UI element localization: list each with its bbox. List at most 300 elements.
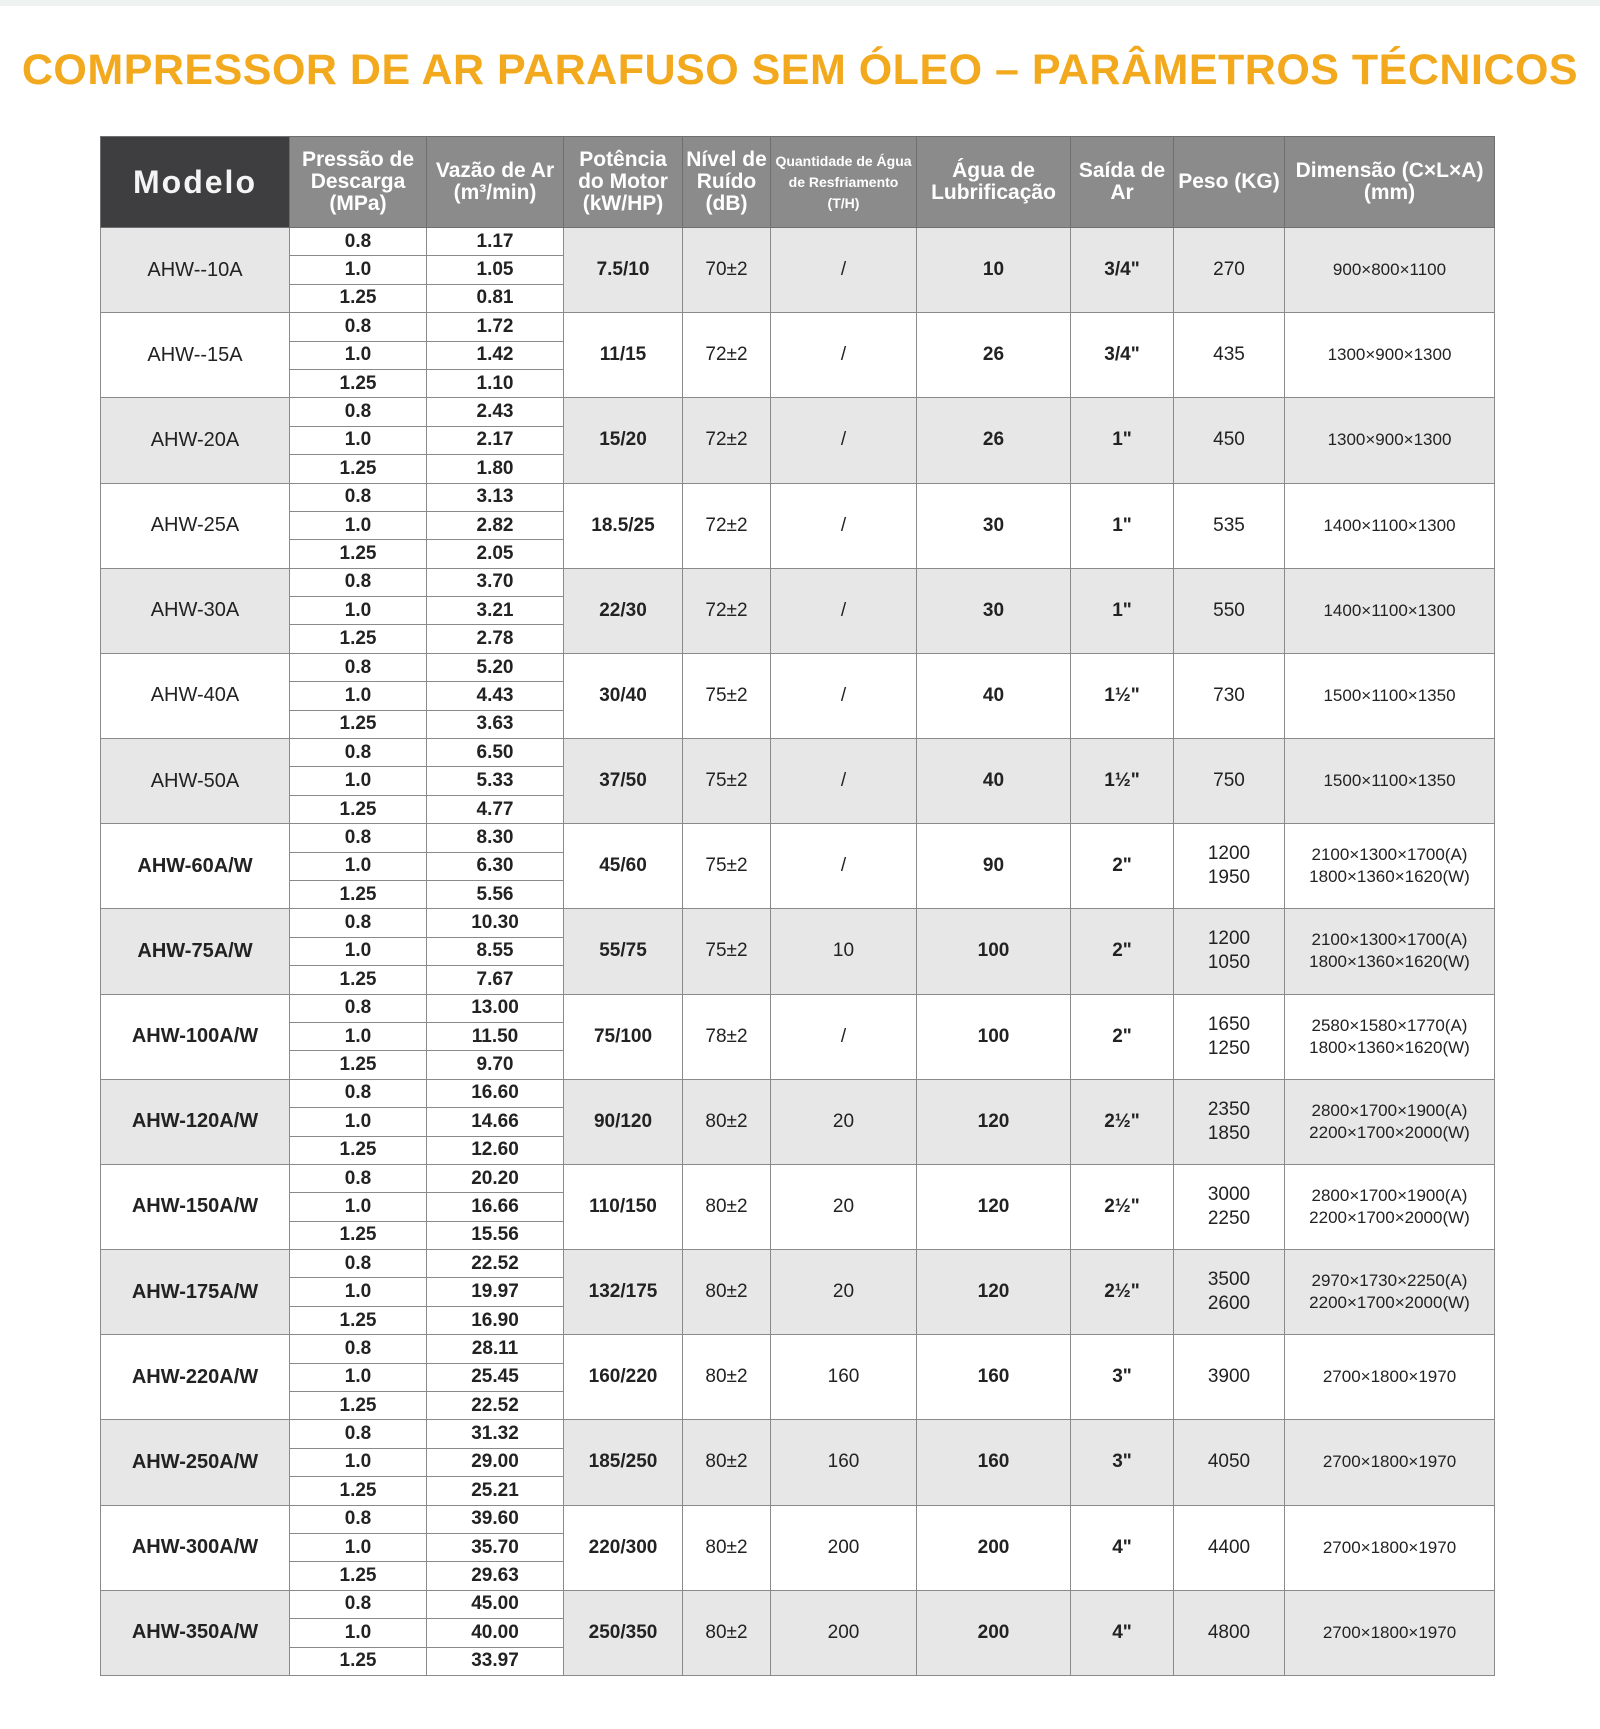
airflow-cell: 6.30 bbox=[427, 852, 564, 880]
dimension-cell bbox=[1285, 398, 1495, 483]
header-airflow: Vazão de Ar (m³/min) bbox=[427, 137, 564, 228]
model-cell: AHW-20A bbox=[101, 398, 290, 483]
pressure-cell: 0.8 bbox=[290, 1079, 427, 1107]
dimension-cell bbox=[1285, 909, 1495, 994]
airflow-cell: 8.55 bbox=[427, 937, 564, 965]
pressure-cell: 0.8 bbox=[290, 909, 427, 937]
air-outlet-cell: 2½" bbox=[1071, 1079, 1174, 1164]
weight-cell bbox=[1174, 313, 1285, 398]
pressure-cell: 1.0 bbox=[290, 341, 427, 369]
weight-cell bbox=[1174, 398, 1285, 483]
weight-cell bbox=[1174, 824, 1285, 909]
airflow-cell: 9.70 bbox=[427, 1051, 564, 1079]
pressure-cell: 1.25 bbox=[290, 540, 427, 568]
air-outlet-cell: 2" bbox=[1071, 824, 1174, 909]
dimension-cell-line: 2800×1700×1900(A) bbox=[1311, 1185, 1468, 1205]
airflow-cell: 7.67 bbox=[427, 966, 564, 994]
airflow-cell: 2.43 bbox=[427, 398, 564, 426]
airflow-cell: 29.00 bbox=[427, 1448, 564, 1476]
noise-cell: 72±2 bbox=[683, 483, 771, 568]
motor-power-cell: 185/250 bbox=[564, 1420, 683, 1505]
pressure-cell: 1.25 bbox=[290, 455, 427, 483]
air-outlet-cell: 3" bbox=[1071, 1335, 1174, 1420]
pressure-cell: 0.8 bbox=[290, 653, 427, 681]
airflow-cell: 1.42 bbox=[427, 341, 564, 369]
airflow-cell: 8.30 bbox=[427, 824, 564, 852]
air-outlet-cell: 1½" bbox=[1071, 653, 1174, 738]
air-outlet-cell: 1" bbox=[1071, 398, 1174, 483]
pressure-cell: 1.25 bbox=[290, 1647, 427, 1675]
weight-cell-line: 4400 bbox=[1207, 1536, 1251, 1558]
motor-power-cell: 18.5/25 bbox=[564, 483, 683, 568]
lubrication-water-cell: 10 bbox=[917, 228, 1071, 313]
lubrication-water-cell: 30 bbox=[917, 483, 1071, 568]
weight-cell bbox=[1174, 1164, 1285, 1249]
pressure-cell: 1.0 bbox=[290, 1363, 427, 1391]
pressure-cell: 1.25 bbox=[290, 1221, 427, 1249]
airflow-cell: 5.56 bbox=[427, 880, 564, 908]
airflow-cell: 12.60 bbox=[427, 1136, 564, 1164]
airflow-cell: 25.45 bbox=[427, 1363, 564, 1391]
motor-power-cell: 110/150 bbox=[564, 1164, 683, 1249]
noise-cell: 78±2 bbox=[683, 994, 771, 1079]
weight-cell-line: 1850 bbox=[1207, 1122, 1251, 1144]
dimension-cell bbox=[1285, 483, 1495, 568]
airflow-cell: 28.11 bbox=[427, 1335, 564, 1363]
pressure-cell: 1.25 bbox=[290, 710, 427, 738]
cooling-water-cell: / bbox=[771, 653, 917, 738]
dimension-cell-line: 2200×1700×2000(W) bbox=[1309, 1122, 1470, 1142]
dimension-cell bbox=[1285, 228, 1495, 313]
weight-cell-line: 550 bbox=[1213, 599, 1245, 621]
table-row bbox=[101, 313, 1495, 341]
model-cell: AHW-75A/W bbox=[101, 909, 290, 994]
table-row bbox=[101, 653, 1495, 681]
lubrication-water-cell: 40 bbox=[917, 653, 1071, 738]
model-cell: AHW-175A/W bbox=[101, 1250, 290, 1335]
airflow-cell: 3.21 bbox=[427, 597, 564, 625]
pressure-cell: 1.25 bbox=[290, 1051, 427, 1079]
pressure-cell: 1.25 bbox=[290, 1136, 427, 1164]
dimension-cell-line: 1800×1360×1620(W) bbox=[1309, 867, 1470, 887]
dimension-cell-line: 1400×1100×1300 bbox=[1323, 600, 1456, 620]
pressure-cell: 1.0 bbox=[290, 682, 427, 710]
table-row bbox=[101, 1164, 1495, 1192]
weight-cell bbox=[1174, 1590, 1285, 1675]
header-air-outlet: Saída de Ar bbox=[1071, 137, 1174, 228]
pressure-cell: 1.25 bbox=[290, 1306, 427, 1334]
weight-cell-line: 3500 bbox=[1207, 1269, 1251, 1291]
weight-cell bbox=[1174, 739, 1285, 824]
cooling-water-cell: 20 bbox=[771, 1164, 917, 1249]
pressure-cell: 0.8 bbox=[290, 824, 427, 852]
weight-cell-line: 3900 bbox=[1207, 1366, 1251, 1388]
weight-cell bbox=[1174, 568, 1285, 653]
pressure-cell: 1.0 bbox=[290, 1278, 427, 1306]
weight-cell-line: 1250 bbox=[1207, 1037, 1251, 1059]
airflow-cell: 0.81 bbox=[427, 284, 564, 312]
cooling-water-cell: 20 bbox=[771, 1250, 917, 1335]
noise-cell: 75±2 bbox=[683, 824, 771, 909]
noise-cell: 80±2 bbox=[683, 1590, 771, 1675]
pressure-cell: 1.0 bbox=[290, 937, 427, 965]
air-outlet-cell: 1½" bbox=[1071, 739, 1174, 824]
table-row bbox=[101, 568, 1495, 596]
airflow-cell: 2.82 bbox=[427, 511, 564, 539]
model-cell: AHW--15A bbox=[101, 313, 290, 398]
dimension-cell-line: 2580×1580×1770(A) bbox=[1311, 1015, 1468, 1035]
weight-cell bbox=[1174, 909, 1285, 994]
lubrication-water-cell: 120 bbox=[917, 1079, 1071, 1164]
dimension-cell bbox=[1285, 1590, 1495, 1675]
pressure-cell: 1.0 bbox=[290, 1193, 427, 1221]
page-title: COMPRESSOR DE AR PARAFUSO SEM ÓLEO – PARÂMETROS TÉCNICOS bbox=[21, 46, 1579, 94]
dimension-cell bbox=[1285, 1505, 1495, 1590]
pressure-cell: 1.25 bbox=[290, 880, 427, 908]
lubrication-water-cell: 26 bbox=[917, 313, 1071, 398]
pressure-cell: 1.0 bbox=[290, 426, 427, 454]
weight-cell-line: 1650 bbox=[1207, 1013, 1251, 1035]
weight-cell-line: 535 bbox=[1213, 514, 1245, 536]
pressure-cell: 0.8 bbox=[290, 1420, 427, 1448]
dimension-cell-line: 2800×1700×1900(A) bbox=[1311, 1100, 1468, 1120]
weight-cell-line: 435 bbox=[1213, 344, 1245, 366]
airflow-cell: 19.97 bbox=[427, 1278, 564, 1306]
pressure-cell: 0.8 bbox=[290, 313, 427, 341]
weight-cell bbox=[1174, 1420, 1285, 1505]
weight-cell bbox=[1174, 228, 1285, 313]
pressure-cell: 0.8 bbox=[290, 1164, 427, 1192]
air-outlet-cell: 1" bbox=[1071, 568, 1174, 653]
noise-cell: 75±2 bbox=[683, 739, 771, 824]
dimension-cell-line: 2700×1800×1970 bbox=[1322, 1367, 1457, 1387]
table-row bbox=[101, 483, 1495, 511]
airflow-cell: 2.78 bbox=[427, 625, 564, 653]
cooling-water-cell: 10 bbox=[771, 909, 917, 994]
dimension-cell-line: 1500×1100×1350 bbox=[1323, 771, 1456, 791]
airflow-cell: 3.70 bbox=[427, 568, 564, 596]
table-row bbox=[101, 228, 1495, 256]
noise-cell: 80±2 bbox=[683, 1250, 771, 1335]
air-outlet-cell: 4" bbox=[1071, 1590, 1174, 1675]
air-outlet-cell: 3/4" bbox=[1071, 313, 1174, 398]
table-row bbox=[101, 1250, 1495, 1278]
weight-cell-line: 750 bbox=[1213, 770, 1245, 792]
pressure-cell: 1.25 bbox=[290, 369, 427, 397]
dimension-cell-line: 900×800×1100 bbox=[1332, 260, 1447, 280]
pressure-cell: 1.25 bbox=[290, 1562, 427, 1590]
airflow-cell: 40.00 bbox=[427, 1619, 564, 1647]
pressure-cell: 0.8 bbox=[290, 1335, 427, 1363]
model-cell: AHW--10A bbox=[101, 228, 290, 313]
airflow-cell: 22.52 bbox=[427, 1392, 564, 1420]
airflow-cell: 16.66 bbox=[427, 1193, 564, 1221]
dimension-cell-line: 2700×1800×1970 bbox=[1322, 1537, 1457, 1557]
airflow-cell: 4.43 bbox=[427, 682, 564, 710]
airflow-cell: 16.90 bbox=[427, 1306, 564, 1334]
lubrication-water-cell: 200 bbox=[917, 1590, 1071, 1675]
cooling-water-cell: / bbox=[771, 313, 917, 398]
model-cell: AHW-120A/W bbox=[101, 1079, 290, 1164]
air-outlet-cell: 2½" bbox=[1071, 1164, 1174, 1249]
pressure-cell: 1.0 bbox=[290, 852, 427, 880]
model-cell: AHW-220A/W bbox=[101, 1335, 290, 1420]
motor-power-cell: 15/20 bbox=[564, 398, 683, 483]
dimension-cell-line: 1500×1100×1350 bbox=[1323, 685, 1456, 705]
air-outlet-cell: 1" bbox=[1071, 483, 1174, 568]
spec-table-container bbox=[100, 136, 1495, 1676]
air-outlet-cell: 2" bbox=[1071, 994, 1174, 1079]
noise-cell: 72±2 bbox=[683, 398, 771, 483]
header-lubrication-water: Água de Lubrificação bbox=[917, 137, 1071, 228]
cooling-water-cell: / bbox=[771, 228, 917, 313]
pressure-cell: 1.25 bbox=[290, 1392, 427, 1420]
table-row bbox=[101, 739, 1495, 767]
cooling-water-cell: 160 bbox=[771, 1335, 917, 1420]
dimension-cell-line: 1800×1360×1620(W) bbox=[1309, 952, 1470, 972]
header-weight: Peso (KG) bbox=[1174, 137, 1285, 228]
dimension-cell bbox=[1285, 313, 1495, 398]
pressure-cell: 1.0 bbox=[290, 1619, 427, 1647]
spec-table bbox=[100, 136, 1495, 1676]
motor-power-cell: 75/100 bbox=[564, 994, 683, 1079]
dimension-cell bbox=[1285, 1335, 1495, 1420]
model-cell: AHW-350A/W bbox=[101, 1590, 290, 1675]
motor-power-cell: 7.5/10 bbox=[564, 228, 683, 313]
airflow-cell: 35.70 bbox=[427, 1533, 564, 1561]
motor-power-cell: 220/300 bbox=[564, 1505, 683, 1590]
air-outlet-cell: 2½" bbox=[1071, 1250, 1174, 1335]
pressure-cell: 1.25 bbox=[290, 625, 427, 653]
table-row bbox=[101, 398, 1495, 426]
lubrication-water-cell: 26 bbox=[917, 398, 1071, 483]
header-noise: Nível de Ruído (dB) bbox=[683, 137, 771, 228]
pressure-cell: 1.0 bbox=[290, 767, 427, 795]
motor-power-cell: 45/60 bbox=[564, 824, 683, 909]
table-row bbox=[101, 994, 1495, 1022]
spec-table-body bbox=[101, 228, 1495, 1676]
dimension-cell bbox=[1285, 1079, 1495, 1164]
airflow-cell: 1.10 bbox=[427, 369, 564, 397]
airflow-cell: 1.72 bbox=[427, 313, 564, 341]
airflow-cell: 1.80 bbox=[427, 455, 564, 483]
dimension-cell-line: 2100×1300×1700(A) bbox=[1311, 930, 1468, 950]
lubrication-water-cell: 90 bbox=[917, 824, 1071, 909]
pressure-cell: 1.0 bbox=[290, 1533, 427, 1561]
dimension-cell bbox=[1285, 653, 1495, 738]
airflow-cell: 11.50 bbox=[427, 1022, 564, 1050]
dimension-cell bbox=[1285, 994, 1495, 1079]
dimension-cell-line: 1300×900×1300 bbox=[1327, 345, 1452, 365]
dimension-cell bbox=[1285, 1164, 1495, 1249]
cooling-water-cell: / bbox=[771, 824, 917, 909]
cooling-water-cell: / bbox=[771, 739, 917, 824]
motor-power-cell: 22/30 bbox=[564, 568, 683, 653]
pressure-cell: 0.8 bbox=[290, 739, 427, 767]
weight-cell bbox=[1174, 483, 1285, 568]
motor-power-cell: 55/75 bbox=[564, 909, 683, 994]
noise-cell: 75±2 bbox=[683, 909, 771, 994]
header-cooling-water: Quantidade de Água de Resfriamento (T/H) bbox=[771, 137, 917, 228]
lubrication-water-cell: 120 bbox=[917, 1164, 1071, 1249]
model-cell: AHW-30A bbox=[101, 568, 290, 653]
pressure-cell: 0.8 bbox=[290, 228, 427, 256]
dimension-cell-line: 1300×900×1300 bbox=[1327, 430, 1452, 450]
header-pressure: Pressão de Descarga (MPa) bbox=[290, 137, 427, 228]
pressure-cell: 0.8 bbox=[290, 994, 427, 1022]
airflow-cell: 4.77 bbox=[427, 795, 564, 823]
pressure-cell: 1.25 bbox=[290, 1477, 427, 1505]
airflow-cell: 45.00 bbox=[427, 1590, 564, 1618]
noise-cell: 80±2 bbox=[683, 1505, 771, 1590]
pressure-cell: 0.8 bbox=[290, 1590, 427, 1618]
weight-cell bbox=[1174, 994, 1285, 1079]
dimension-cell bbox=[1285, 739, 1495, 824]
weight-cell-line: 1200 bbox=[1207, 843, 1251, 865]
weight-cell-line: 450 bbox=[1213, 429, 1245, 451]
weight-cell bbox=[1174, 1079, 1285, 1164]
table-row bbox=[101, 909, 1495, 937]
cooling-water-cell: 160 bbox=[771, 1420, 917, 1505]
airflow-cell: 2.17 bbox=[427, 426, 564, 454]
airflow-cell: 14.66 bbox=[427, 1108, 564, 1136]
airflow-cell: 2.05 bbox=[427, 540, 564, 568]
motor-power-cell: 90/120 bbox=[564, 1079, 683, 1164]
noise-cell: 72±2 bbox=[683, 568, 771, 653]
weight-cell bbox=[1174, 1335, 1285, 1420]
air-outlet-cell: 2" bbox=[1071, 909, 1174, 994]
motor-power-cell: 11/15 bbox=[564, 313, 683, 398]
weight-cell-line: 1950 bbox=[1207, 867, 1251, 889]
weight-cell-line: 4800 bbox=[1207, 1621, 1251, 1643]
pressure-cell: 1.25 bbox=[290, 966, 427, 994]
airflow-cell: 5.33 bbox=[427, 767, 564, 795]
airflow-cell: 5.20 bbox=[427, 653, 564, 681]
airflow-cell: 22.52 bbox=[427, 1250, 564, 1278]
dimension-cell-line: 2700×1800×1970 bbox=[1322, 1452, 1457, 1472]
pressure-cell: 1.0 bbox=[290, 256, 427, 284]
pressure-cell: 1.25 bbox=[290, 795, 427, 823]
table-row bbox=[101, 824, 1495, 852]
noise-cell: 80±2 bbox=[683, 1079, 771, 1164]
lubrication-water-cell: 100 bbox=[917, 909, 1071, 994]
cooling-water-cell: 20 bbox=[771, 1079, 917, 1164]
dimension-cell-line: 2700×1800×1970 bbox=[1322, 1622, 1457, 1642]
motor-power-cell: 250/350 bbox=[564, 1590, 683, 1675]
pressure-cell: 0.8 bbox=[290, 1250, 427, 1278]
weight-cell-line: 2350 bbox=[1207, 1098, 1251, 1120]
top-strip bbox=[0, 0, 1600, 6]
airflow-cell: 10.30 bbox=[427, 909, 564, 937]
weight-cell-line: 1200 bbox=[1207, 928, 1251, 950]
model-cell: AHW-250A/W bbox=[101, 1420, 290, 1505]
weight-cell-line: 2600 bbox=[1207, 1293, 1251, 1315]
motor-power-cell: 132/175 bbox=[564, 1250, 683, 1335]
model-cell: AHW-25A bbox=[101, 483, 290, 568]
weight-cell-line: 4050 bbox=[1207, 1451, 1251, 1473]
lubrication-water-cell: 30 bbox=[917, 568, 1071, 653]
weight-cell bbox=[1174, 653, 1285, 738]
airflow-cell: 3.63 bbox=[427, 710, 564, 738]
airflow-cell: 25.21 bbox=[427, 1477, 564, 1505]
airflow-cell: 29.63 bbox=[427, 1562, 564, 1590]
dimension-cell bbox=[1285, 1250, 1495, 1335]
dimension-cell bbox=[1285, 824, 1495, 909]
airflow-cell: 13.00 bbox=[427, 994, 564, 1022]
model-cell: AHW-150A/W bbox=[101, 1164, 290, 1249]
airflow-cell: 20.20 bbox=[427, 1164, 564, 1192]
dimension-cell-line: 1400×1100×1300 bbox=[1323, 515, 1456, 535]
weight-cell-line: 2250 bbox=[1207, 1207, 1251, 1229]
model-cell: AHW-100A/W bbox=[101, 994, 290, 1079]
header-model: Modelo bbox=[101, 137, 290, 228]
cooling-water-cell: / bbox=[771, 568, 917, 653]
air-outlet-cell: 3" bbox=[1071, 1420, 1174, 1505]
noise-cell: 80±2 bbox=[683, 1420, 771, 1505]
air-outlet-cell: 3/4" bbox=[1071, 228, 1174, 313]
weight-cell-line: 3000 bbox=[1207, 1183, 1251, 1205]
weight-cell-line: 1050 bbox=[1207, 952, 1251, 974]
model-cell: AHW-300A/W bbox=[101, 1505, 290, 1590]
air-outlet-cell: 4" bbox=[1071, 1505, 1174, 1590]
weight-cell-line: 730 bbox=[1213, 684, 1245, 706]
dimension-cell-line: 1800×1360×1620(W) bbox=[1309, 1037, 1470, 1057]
table-row bbox=[101, 1079, 1495, 1107]
noise-cell: 72±2 bbox=[683, 313, 771, 398]
lubrication-water-cell: 200 bbox=[917, 1505, 1071, 1590]
pressure-cell: 1.0 bbox=[290, 1022, 427, 1050]
model-cell: AHW-40A bbox=[101, 653, 290, 738]
dimension-cell-line: 2200×1700×2000(W) bbox=[1309, 1293, 1470, 1313]
noise-cell: 75±2 bbox=[683, 653, 771, 738]
cooling-water-cell: / bbox=[771, 994, 917, 1079]
airflow-cell: 16.60 bbox=[427, 1079, 564, 1107]
airflow-cell: 33.97 bbox=[427, 1647, 564, 1675]
dimension-cell bbox=[1285, 568, 1495, 653]
lubrication-water-cell: 40 bbox=[917, 739, 1071, 824]
pressure-cell: 0.8 bbox=[290, 398, 427, 426]
motor-power-cell: 37/50 bbox=[564, 739, 683, 824]
lubrication-water-cell: 160 bbox=[917, 1420, 1071, 1505]
weight-cell bbox=[1174, 1250, 1285, 1335]
noise-cell: 70±2 bbox=[683, 228, 771, 313]
model-cell: AHW-60A/W bbox=[101, 824, 290, 909]
pressure-cell: 1.25 bbox=[290, 284, 427, 312]
pressure-cell: 0.8 bbox=[290, 1505, 427, 1533]
airflow-cell: 6.50 bbox=[427, 739, 564, 767]
pressure-cell: 1.0 bbox=[290, 511, 427, 539]
header-row bbox=[101, 137, 1495, 228]
cooling-water-cell: 200 bbox=[771, 1505, 917, 1590]
pressure-cell: 1.0 bbox=[290, 1448, 427, 1476]
table-row bbox=[101, 1420, 1495, 1448]
header-dimension: Dimensão (C×L×A) (mm) bbox=[1285, 137, 1495, 228]
airflow-cell: 1.17 bbox=[427, 228, 564, 256]
cooling-water-cell: / bbox=[771, 398, 917, 483]
cooling-water-cell: 200 bbox=[771, 1590, 917, 1675]
motor-power-cell: 30/40 bbox=[564, 653, 683, 738]
weight-cell bbox=[1174, 1505, 1285, 1590]
table-row bbox=[101, 1590, 1495, 1618]
pressure-cell: 1.0 bbox=[290, 597, 427, 625]
airflow-cell: 15.56 bbox=[427, 1221, 564, 1249]
lubrication-water-cell: 160 bbox=[917, 1335, 1071, 1420]
airflow-cell: 3.13 bbox=[427, 483, 564, 511]
pressure-cell: 1.0 bbox=[290, 1108, 427, 1136]
header-motor-power: Potência do Motor (kW/HP) bbox=[564, 137, 683, 228]
noise-cell: 80±2 bbox=[683, 1335, 771, 1420]
airflow-cell: 1.05 bbox=[427, 256, 564, 284]
